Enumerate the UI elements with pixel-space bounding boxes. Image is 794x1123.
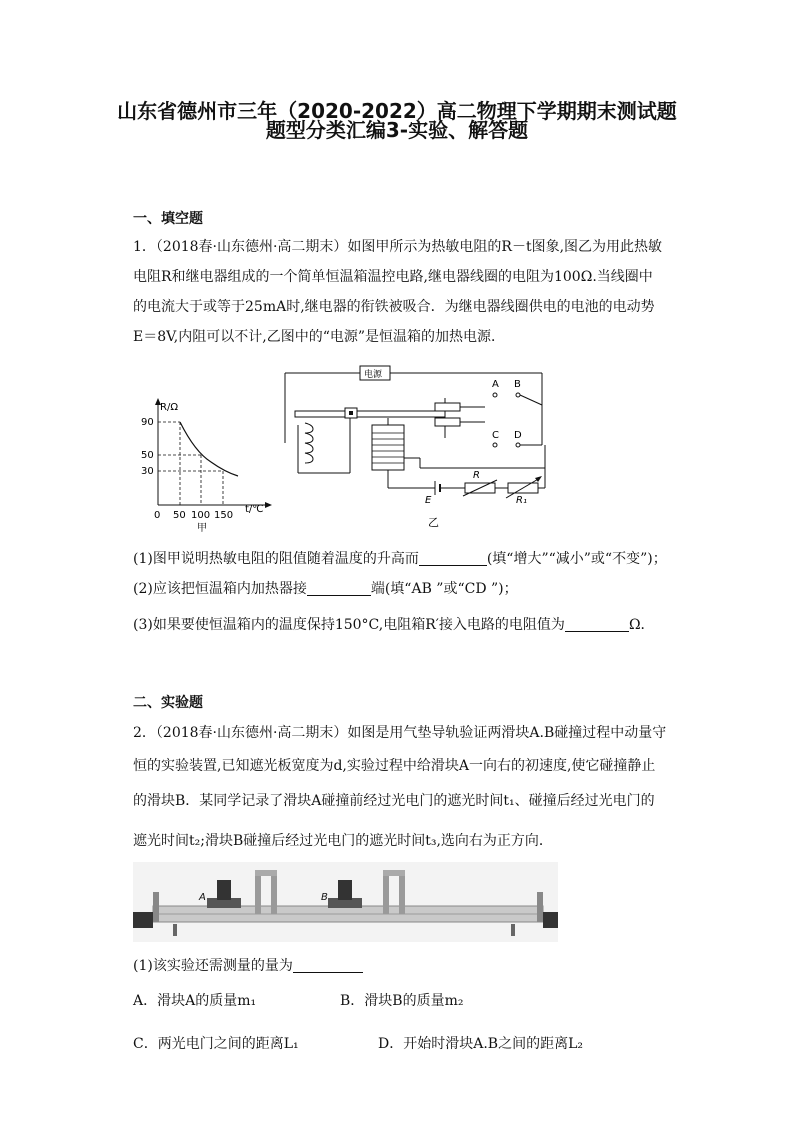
figure-jia-graph bbox=[133, 390, 273, 535]
q1-sub1: (1)图甲说明热敏电阻的阻值随着温度的升高而 (填“增大”“减小”或“不变”)； bbox=[133, 551, 667, 567]
air-track-figure bbox=[133, 862, 558, 942]
y-tick-30: 30 bbox=[141, 466, 154, 477]
q1-text-line-1: 1．（2018春·山东德州·高二期末）如图甲所示为热敏电阻的R－t图象,图乙为用此热敏 bbox=[133, 239, 663, 255]
q2-text-line-3: 的滑块B．某同学记录了滑块A碰撞前经过光电门的遮光时间t₁、碰撞后经过光电门的 bbox=[133, 793, 655, 809]
thermistor-label: R bbox=[473, 470, 480, 481]
power-source-label: 电源 bbox=[364, 370, 383, 380]
terminal-D: D bbox=[514, 430, 522, 441]
figure-jia-caption: 甲 bbox=[197, 523, 207, 534]
q1-sub3: (3)如果要使恒温箱内的温度保持150°C,电阻箱R′接入电路的电阻值为 Ω． bbox=[133, 617, 655, 633]
y-tick-50: 50 bbox=[141, 450, 154, 461]
terminal-C: C bbox=[492, 430, 499, 441]
option-D[interactable]: D．开始时滑块A.B之间的距离L₂ bbox=[378, 1036, 583, 1052]
q1-text-line-2: 电阻R和继电器组成的一个简单恒温箱温控电路,继电器线圈的电阻为100Ω.当线圈中 bbox=[133, 269, 653, 285]
x-tick-50: 50 bbox=[173, 510, 186, 521]
option-C[interactable]: C．两光电门之间的距离L₁ bbox=[133, 1036, 299, 1052]
x-tick-150: 150 bbox=[214, 510, 234, 521]
q2-text-line-1: 2．（2018春·山东德州·高二期末）如图是用气垫导轨验证两滑块A.B碰撞过程中动量守 bbox=[133, 725, 667, 741]
figure-yi-circuit bbox=[280, 363, 560, 533]
answer-blank-3[interactable] bbox=[565, 617, 629, 632]
q2-text-line-4: 遮光时间t₂;滑块B碰撞后经过光电门的遮光时间t₃,选向右为正方向． bbox=[133, 833, 553, 849]
q2-sub1: (1)该实验还需测量的量为 bbox=[133, 955, 363, 975]
section-heading-experiment: 二、实验题 bbox=[133, 695, 203, 711]
resistor-box-label: R₁ bbox=[516, 495, 527, 506]
x-axis-label: t/℃ bbox=[245, 504, 264, 515]
option-B[interactable]: B．滑块B的质量m₂ bbox=[340, 993, 464, 1009]
slider-B-label: B bbox=[321, 892, 328, 903]
q2-text-line-2: 恒的实验装置,已知遮光板宽度为d,实验过程中给滑块A一向右的初速度,使它碰撞静止 bbox=[133, 758, 656, 774]
figure-yi-caption: 乙 bbox=[428, 516, 439, 529]
terminal-A: A bbox=[492, 379, 499, 390]
terminal-B: B bbox=[514, 379, 521, 390]
battery-label: E bbox=[425, 495, 432, 506]
y-axis-label: R/Ω bbox=[160, 402, 178, 413]
slider-A-label: A bbox=[199, 892, 206, 903]
answer-blank-2[interactable] bbox=[307, 581, 371, 596]
answer-blank-4[interactable] bbox=[293, 958, 363, 973]
page-title-line1: 山东省德州市三年（2020-2022）高二物理下学期期末测试题 bbox=[117, 99, 677, 123]
option-A[interactable]: A．滑块A的质量m₁ bbox=[133, 993, 257, 1009]
x-tick-0: 0 bbox=[154, 510, 161, 521]
answer-blank-1[interactable] bbox=[419, 551, 487, 566]
x-tick-100: 100 bbox=[191, 510, 211, 521]
page-title-line2: 题型分类汇编3-实验、解答题 bbox=[265, 118, 529, 142]
q1-text-line-3: 的电流大于或等于25mA时,继电器的衔铁被吸合．为继电器线圈供电的电池的电动势 bbox=[133, 299, 655, 315]
q1-sub2: (2)应该把恒温箱内加热器接 端(填“AB ”或“CD ”)； bbox=[133, 581, 518, 597]
y-tick-90: 90 bbox=[141, 417, 154, 428]
section-heading-fill-blank: 一、填空题 bbox=[133, 211, 203, 227]
q1-text-line-4: E＝8V,内阻可以不计,乙图中的“电源”是恒温箱的加热电源． bbox=[133, 329, 506, 345]
